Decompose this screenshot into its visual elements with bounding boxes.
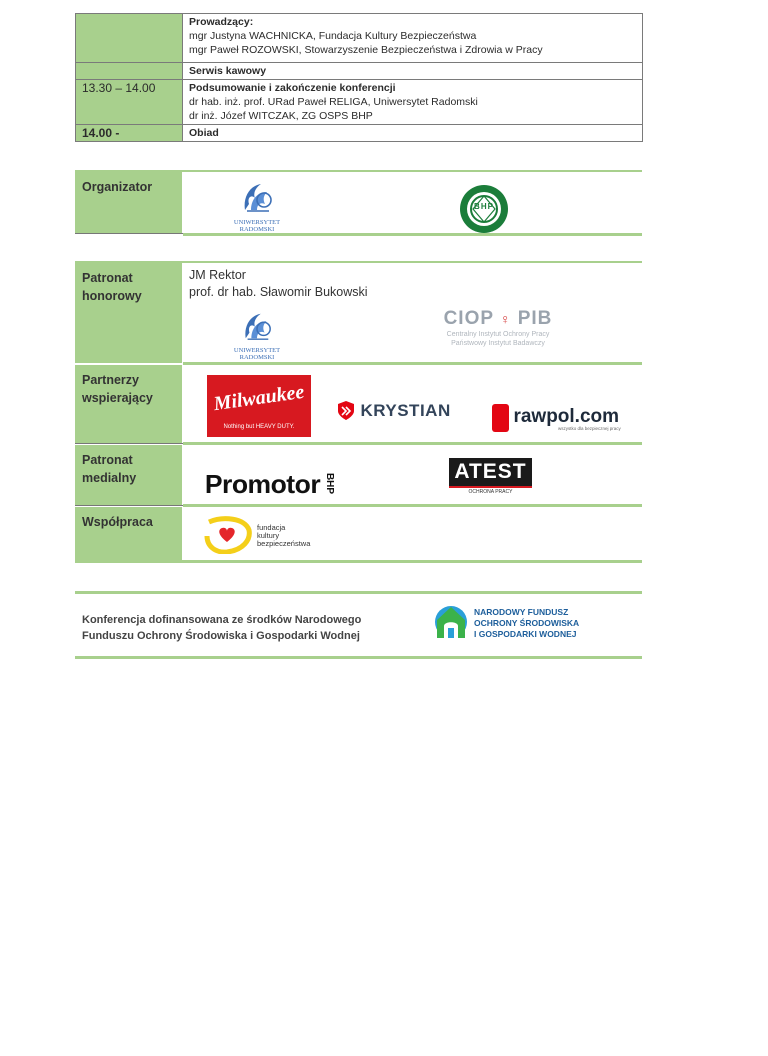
atest-wordmark: ATEST bbox=[449, 458, 532, 486]
atest-sub: OCHRONA PRACY bbox=[449, 486, 532, 496]
fkb-text: fundacja kultury bezpieczeństwa bbox=[257, 523, 311, 548]
promotor-wordmark: Promotor bbox=[204, 469, 321, 499]
ciop-pib-logo bbox=[433, 308, 563, 353]
rector-name: prof. dr hab. Sławomir Bukowski bbox=[189, 285, 368, 299]
closing-title: Podsumowanie i zakończenie konferencji bbox=[189, 82, 396, 94]
lunch: Obiad bbox=[183, 125, 643, 142]
divider bbox=[183, 442, 642, 445]
speaker-2: dr inż. Józef WITCZAK, ZG OSPS BHP bbox=[189, 110, 373, 122]
ur-emblem-icon bbox=[237, 310, 277, 342]
promotor-bhp-logo bbox=[206, 470, 341, 498]
ciop-sub2: Państwowy Instytut Badawczy bbox=[451, 340, 545, 347]
session-cell bbox=[183, 14, 643, 63]
divider bbox=[183, 362, 642, 365]
divider bbox=[75, 656, 642, 659]
uniwersytet-radomski-logo: UNIWERSYTET RADOMSKI bbox=[225, 310, 289, 360]
ur-name-line1: UNIWERSYTET bbox=[233, 219, 281, 226]
divider bbox=[183, 504, 642, 507]
schedule-row bbox=[76, 14, 643, 63]
divider bbox=[75, 443, 183, 444]
uniwersytet-radomski-logo bbox=[225, 180, 289, 232]
schedule-row bbox=[76, 125, 643, 142]
moderator-1: mgr Justyna WACHNICKA, Fundacja Kultury Bezpieczeństwa bbox=[189, 30, 477, 42]
ciop-right: PIB bbox=[517, 308, 553, 329]
rawpol-wordmark: rawpol.com bbox=[513, 406, 620, 427]
krystian-logo bbox=[336, 401, 451, 423]
moderator-2: mgr Paweł ROZOWSKI, Stowarzyszenie Bezpieczeństwa i Zdrowia w Pracy bbox=[189, 44, 543, 56]
divider bbox=[75, 591, 642, 594]
funding-line2: Funduszu Ochrony Środowiska i Gospodarki Wodnej bbox=[82, 630, 360, 642]
organizer-label: Organizator bbox=[75, 172, 182, 234]
rawpol-logo bbox=[492, 404, 627, 436]
divider bbox=[183, 233, 642, 236]
schedule-row bbox=[76, 80, 643, 125]
krystian-wordmark: KRYSTIAN bbox=[360, 401, 451, 420]
divider bbox=[75, 560, 642, 563]
time-cell bbox=[76, 14, 183, 63]
krystian-shield-icon bbox=[336, 401, 356, 421]
fkb-heart-icon bbox=[203, 516, 253, 554]
ur-name-line2: RADOMSKI bbox=[239, 226, 275, 233]
time-cell: 14.00 - bbox=[76, 125, 183, 142]
schedule-row bbox=[76, 63, 643, 80]
nfosigw-emblem-icon bbox=[434, 604, 468, 640]
time-cell bbox=[76, 63, 183, 80]
coffee-break: Serwis kawowy bbox=[183, 63, 643, 80]
rawpol-mark-icon bbox=[492, 404, 509, 432]
ur-emblem-icon bbox=[237, 180, 277, 214]
funding-note bbox=[82, 612, 361, 644]
milwaukee-wordmark: Milwaukee bbox=[212, 380, 306, 416]
promotor-bhp: BHP bbox=[324, 472, 336, 495]
schedule-table bbox=[75, 13, 643, 142]
divider bbox=[75, 505, 183, 506]
honorary-patronage-label: Patronat honorowy bbox=[75, 263, 182, 363]
session-cell bbox=[183, 80, 643, 125]
funding-line1: Konferencja dofinansowana ze środków Narodowego bbox=[82, 614, 362, 626]
ciop-sub1: Centralny Instytut Ochrony Pracy bbox=[446, 331, 550, 338]
nfosigw-logo bbox=[434, 604, 594, 644]
divider bbox=[75, 233, 183, 234]
cooperation-label: Współpraca bbox=[75, 507, 182, 561]
rector-title: JM Rektor bbox=[189, 268, 246, 282]
speaker-1: dr hab. inż. prof. URad Paweł RELIGA, Uniwersytet Radomski bbox=[189, 96, 478, 108]
moderators-heading: Prowadzący: bbox=[189, 16, 254, 28]
osps-bhp-seal bbox=[458, 183, 510, 235]
rector-block bbox=[189, 267, 368, 301]
bhp-letters: BHP bbox=[474, 202, 494, 211]
fkb-logo bbox=[203, 516, 333, 554]
atest-logo bbox=[449, 458, 532, 496]
milwaukee-logo bbox=[207, 375, 311, 437]
supporting-partners-label: Partnerzy wspierający bbox=[75, 365, 182, 443]
media-patronage-label: Patronat medialny bbox=[75, 445, 182, 505]
nfosigw-text: NARODOWY FUNDUSZ OCHRONY ŚRODOWISKA I GOSPODARKI WODNEJ bbox=[474, 607, 580, 639]
rawpol-tagline: wszystko dla bezpiecznej pracy bbox=[558, 426, 621, 431]
ciop-left: CIOP bbox=[443, 308, 494, 329]
ciop-figure-icon: ♀ bbox=[499, 311, 512, 327]
time-cell: 13.30 – 14.00 bbox=[76, 80, 183, 125]
milwaukee-tagline: Nothing but HEAVY DUTY. bbox=[223, 424, 295, 430]
